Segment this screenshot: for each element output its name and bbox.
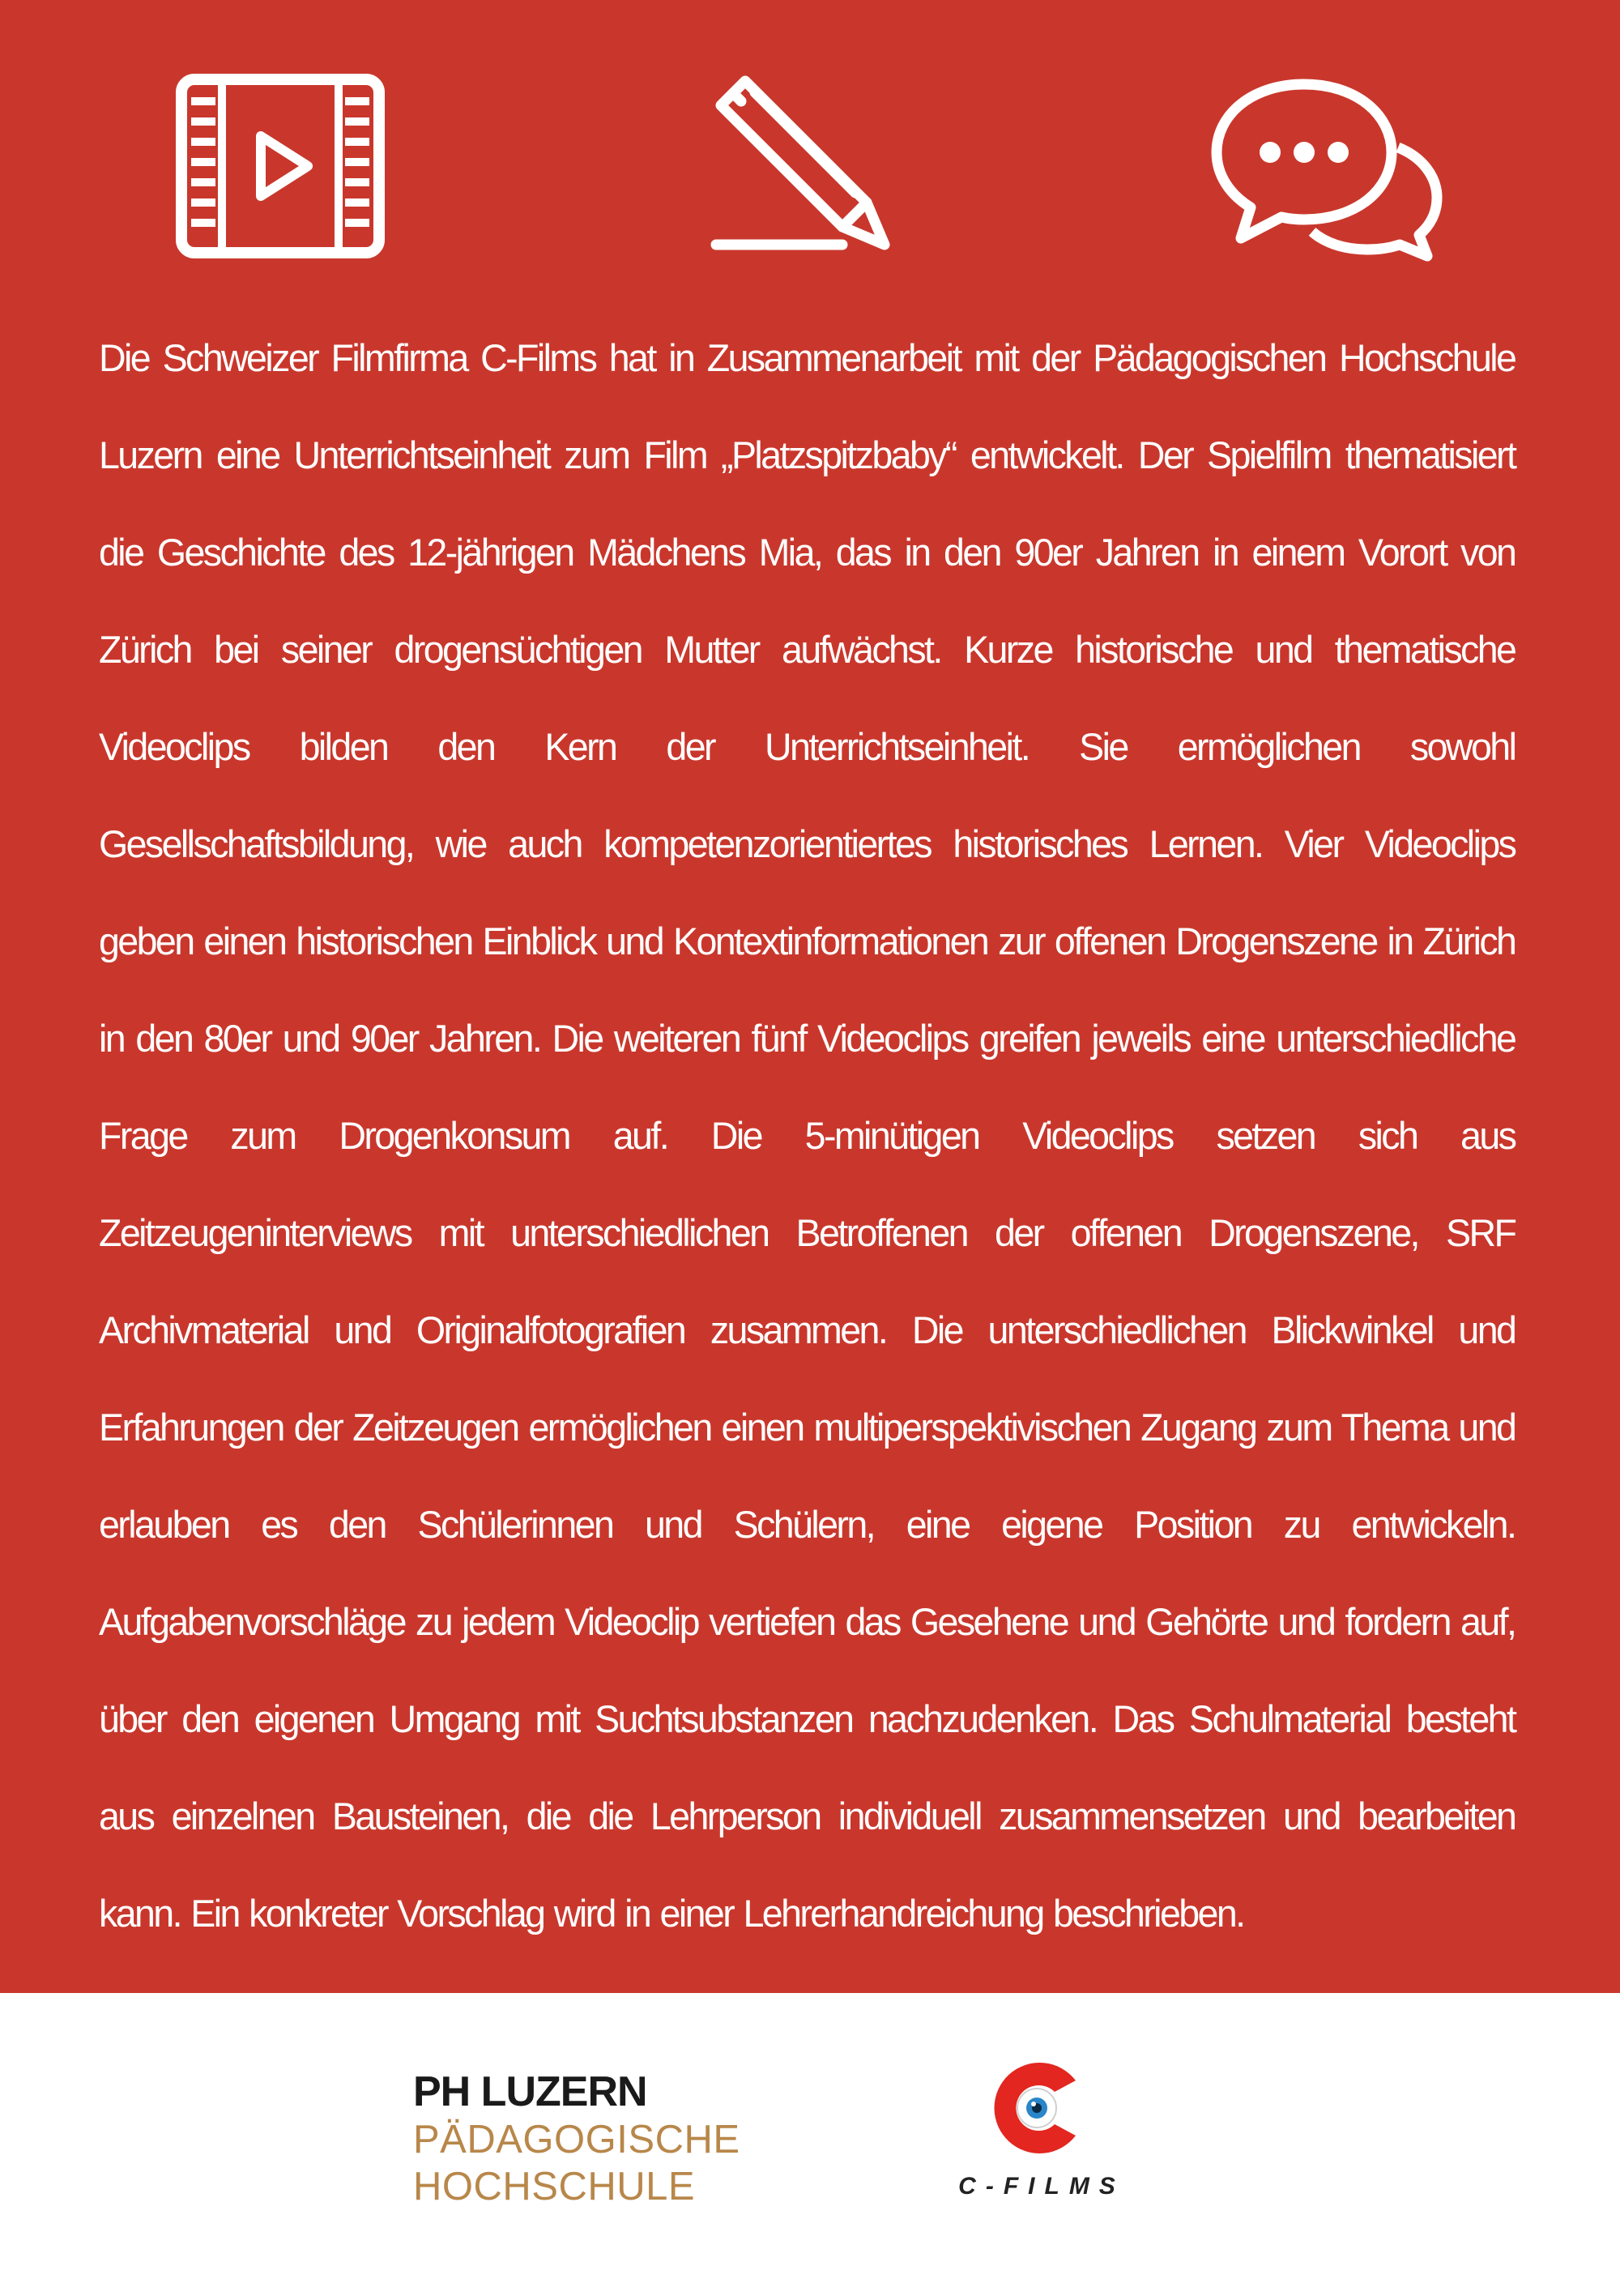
film-play-icon — [175, 73, 386, 259]
ph-luzern-line1: PÄDAGOGISCHE — [413, 2118, 740, 2162]
icon-row — [0, 73, 1620, 267]
intro-paragraph: Die Aufgaben, wie die Lehrerhandreichung können als PDF-Dateien von der Filmwebseite frei heruntergeladen werden. — [99, 1989, 1516, 2129]
cfilms-logo — [923, 2051, 1150, 2230]
intro-text — [99, 309, 1515, 2157]
ph-luzern-line2: HOCHSCHULE — [413, 2165, 696, 2209]
pencil-icon — [705, 73, 899, 259]
ph-luzern-title: PH LUZERN — [413, 2068, 647, 2115]
intro-paragraph: Die Schweizer Filmfirma C-Films hat in Zusammenarbeit mit der Pädagogischen Hochschule Luzern eine Unterrichtseinheit zum Film „Platzspitzbaby“ entwickelt. Der Spielfilm thematisiert die Geschichte des 12-jährigen Mädchens Mia, das in den 90er Jahren in einem Vorort von Zürich bei seiner drogensüchtigen Mutter aufwächst. Kurze historische und thematische Videoclips bilden den Kern der Unterrichtseinheit. Sie ermöglichen sowohl Gesellschaftsbildung, wie auch kompetenzorientiertes historisches Lernen. Vier Videoclips geben einen historischen Einblick und Kontextinformationen zur offenen Drogenszene in Zürich in den 80er und 90er Jahren. Die weiteren fünf Videoclips greifen jeweils eine unterschiedliche Frage zum Drogenkonsum auf. Die 5-minütigen Videoclips setzen sich aus Zeitzeugeninterviews mit unterschiedlichen Betroffenen der offenen Drogenszene, SRF Archivmaterial und Originalfotografien zusammen. Die unterschiedlichen Blickwinkel und Erfahrungen der Zeitzeugen ermöglichen einen multiperspektivischen Zugang zum Thema und erlauben es den Schülerinnen und Schülern, eine eigene Position zu entwickeln. Aufgabenvorschläge zu jedem Videoclip vertiefen das Gesehene und Gehörte und fordern auf, über den eigenen Umgang mit Suchtsubstanzen nachzudenken. Das Schulmaterial besteht aus einzelnen Bausteinen, die die Lehrperson individuell zusammensetzen und bearbeiten kann. Ein konkreter Vorschlag wird in einer Lehrerhandreichung beschrieben. — [99, 336, 1516, 1935]
chat-bubbles-icon — [1207, 73, 1450, 267]
cfilms-eye-icon — [980, 2051, 1094, 2169]
logo-footer — [0, 1993, 1620, 2296]
cfilms-wordmark: C-FILMS — [958, 2173, 1125, 2200]
ph-luzern-logo — [413, 2068, 740, 2210]
